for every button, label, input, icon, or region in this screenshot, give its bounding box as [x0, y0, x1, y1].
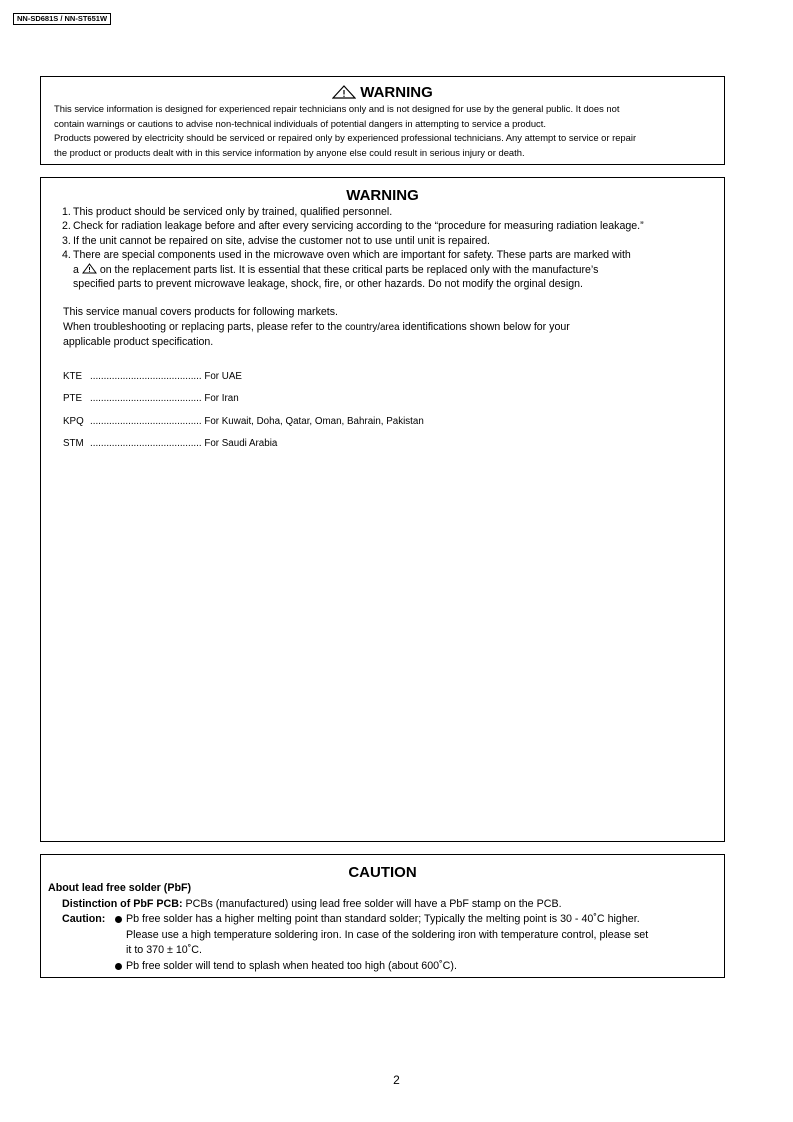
caution-bullet-line: Pb free solder will tend to splash when heated too high (about 600˚C).	[126, 959, 457, 972]
warning-item-text-cont: specified parts to prevent microwave leakage, shock, fire, or other hazards. Do not modify the orginal design.	[73, 278, 583, 291]
markets-intro-text: country/area	[345, 321, 400, 333]
market-row	[63, 438, 424, 460]
market-code: PTE	[63, 393, 83, 405]
market-description: For UAE	[204, 371, 242, 382]
caution-bullet-line: Please use a high temperature soldering iron. In case of the soldering iron with temperature control, please set	[126, 928, 649, 941]
general-warning-text	[54, 102, 719, 160]
warning-item-4	[62, 248, 644, 291]
warning-item-number: 3.	[62, 234, 71, 247]
service-warning-list	[62, 205, 644, 291]
warning-item-text-cont	[73, 263, 644, 277]
warning-item-number: 4.	[62, 249, 71, 262]
warning-item-1	[62, 205, 644, 219]
warning-item-text: Check for radiation leakage before and after every servicing according to the “procedure for measuring radiation leakage.”	[73, 220, 644, 233]
caution-bullet	[115, 912, 648, 959]
markets-intro	[63, 305, 570, 350]
market-leader-dots: .........................................	[90, 415, 202, 427]
general-warning-line: contain warnings or cautions to advise non-technical individuals of potential dangers in attempting to service a product.	[54, 117, 546, 129]
caution-body	[48, 881, 648, 974]
markets-intro-text: When troubleshooting or replacing parts, please refer to the	[63, 320, 343, 333]
markets-intro-line: applicable product specification.	[63, 336, 214, 349]
caution-title: CAUTION	[348, 864, 417, 881]
pbf-distinction-text: PCBs (manufactured) using lead free solder will have a PbF stamp on the PCB.	[185, 897, 562, 910]
market-row	[63, 416, 424, 438]
warning-item-number: 2.	[62, 220, 71, 233]
market-leader-dots: .........................................	[90, 371, 202, 382]
caution-label: Caution:	[62, 913, 106, 925]
caution-notes	[48, 912, 648, 974]
general-warning-line: the product or products dealt with in this service information by anyone else could result in serious injury or death.	[54, 146, 525, 158]
market-description: For Kuwait, Doha, Qatar, Oman, Bahrain, Pakistan	[204, 415, 424, 427]
market-row	[63, 371, 424, 393]
caution-bullet	[115, 959, 648, 975]
market-description: For Iran	[204, 393, 239, 405]
service-warning-title: WARNING	[346, 187, 419, 204]
markets-intro-line: This service manual covers products for following markets.	[63, 306, 338, 318]
warning-item-text-b: on the replacement parts list. It is essential that these critical parts be replaced only with the manufacture’s	[99, 263, 599, 276]
page-number: 2	[393, 1073, 400, 1087]
market-code: KTE	[63, 371, 83, 382]
market-code: STM	[63, 437, 84, 449]
caution-bullets	[115, 912, 648, 974]
safety-triangle-icon	[82, 263, 97, 274]
market-row	[63, 393, 424, 415]
warning-item-text: If the unit cannot be repaired on site, advise the customer not to use until unit is repaired.	[73, 234, 490, 247]
warning-item-number: 1.	[62, 206, 71, 218]
market-code: KPQ	[63, 415, 84, 427]
markets-list	[63, 371, 424, 460]
market-leader-dots: .........................................	[90, 437, 202, 449]
model-number-tag: NN-SD681S / NN-ST651W	[13, 13, 111, 25]
market-description: For Saudi Arabia	[204, 437, 278, 449]
general-warning-title	[41, 84, 724, 101]
service-warning-box	[40, 177, 725, 842]
pbf-distinction	[48, 897, 648, 913]
warning-item-3	[62, 234, 644, 248]
warning-item-text-a: a	[73, 263, 79, 276]
general-warning-line: This service information is designed for experienced repair technicians only and is not designed for use by the general public. It does not	[54, 103, 620, 114]
general-warning-box	[40, 76, 725, 165]
warning-triangle-icon	[332, 85, 356, 99]
general-warning-line: Products powered by electricity should be serviced or repaired only by experienced professional technicians. Any attempt to service or repair	[54, 132, 637, 143]
caution-box	[40, 854, 725, 978]
bullet-dot-icon	[115, 916, 122, 923]
market-leader-dots: .........................................	[90, 393, 202, 405]
pbf-distinction-label: Distinction of PbF PCB:	[62, 897, 183, 910]
caution-bullet-line: Pb free solder has a higher melting point than standard solder; Typically the melting point is 30 - 40˚C higher.	[126, 913, 640, 925]
bullet-dot-icon	[115, 963, 122, 970]
lead-free-section-heading: About lead free solder (PbF)	[48, 882, 192, 894]
caution-bullet-line: it to 370 ± 10˚C.	[126, 944, 202, 956]
warning-item-2	[62, 219, 644, 233]
markets-intro-text: identifications shown below for your	[402, 320, 570, 333]
general-warning-title-text: WARNING	[360, 84, 433, 101]
warning-item-text: This product should be serviced only by trained, qualified personnel.	[73, 206, 393, 218]
warning-item-text: There are special components used in the microwave oven which are important for safety. These parts are marked with	[73, 249, 631, 262]
markets-intro-line	[63, 320, 570, 336]
